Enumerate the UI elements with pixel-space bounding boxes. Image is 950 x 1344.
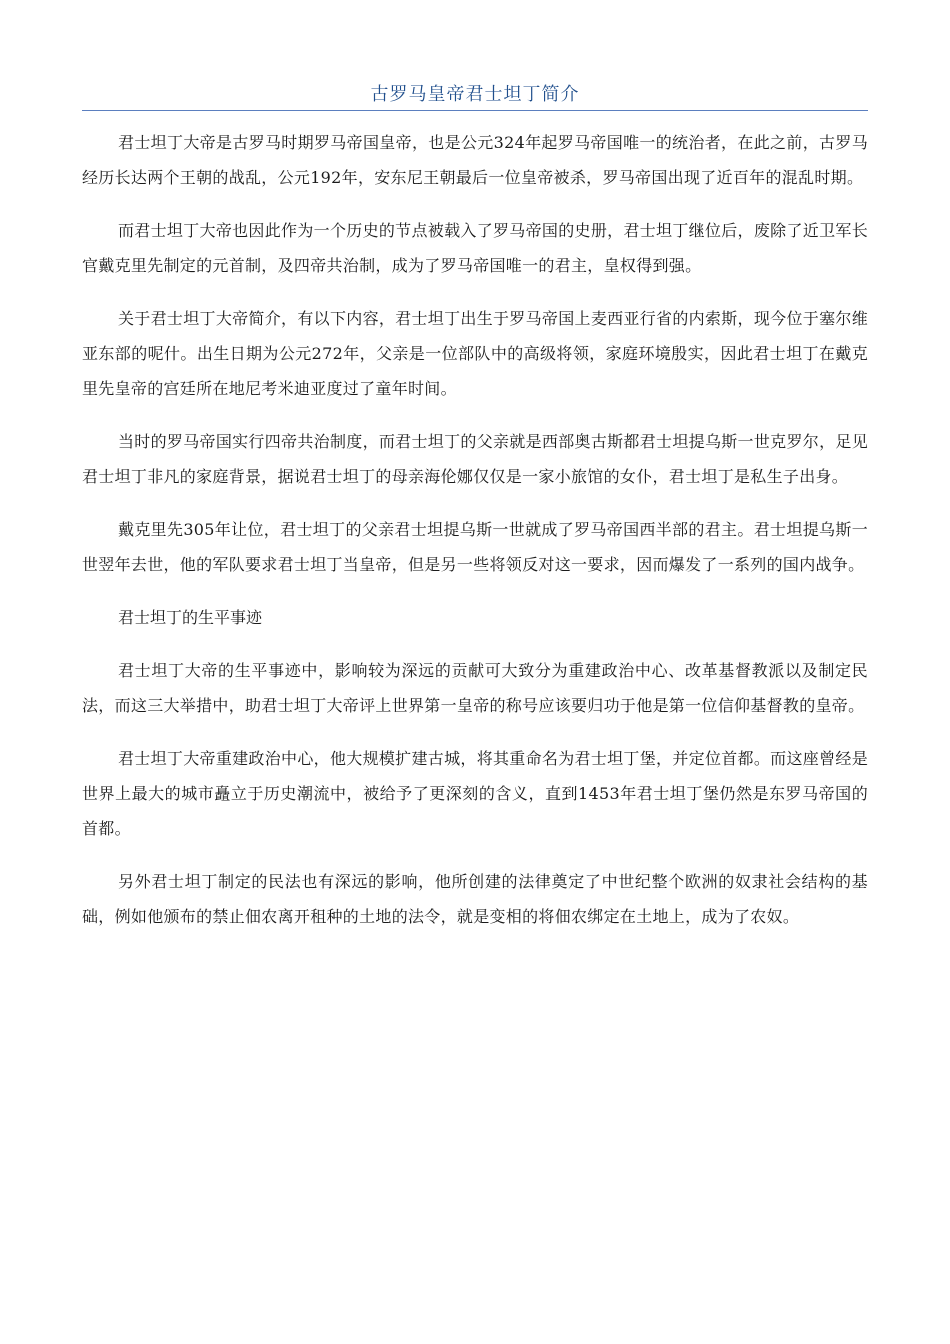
paragraph: 君士坦丁大帝的生平事迹中，影响较为深远的贡献可大致分为重建政治中心、改革基督教派以及制定民法，而这三大举措中，助君士坦丁大帝评上世界第一皇帝的称号应该要归功于他是第一位信仰基督教的皇帝。 bbox=[82, 661, 868, 715]
section-heading: 君士坦丁的生平事迹 bbox=[118, 608, 263, 627]
paragraph: 另外君士坦丁制定的民法也有深远的影响，他所创建的法律奠定了中世纪整个欧洲的奴隶社会结构的基础，例如他颁布的禁止佃农离开租种的土地的法令，就是变相的将佃农绑定在土地上，成为了农奴。 bbox=[82, 872, 868, 926]
document-body bbox=[82, 125, 868, 934]
paragraph: 当时的罗马帝国实行四帝共治制度，而君士坦丁的父亲就是西部奥古斯都君士坦提乌斯一世克罗尔，足见君士坦丁非凡的家庭背景，据说君士坦丁的母亲海伦娜仅仅是一家小旅馆的女仆，君士坦丁是私生子出身。 bbox=[82, 432, 868, 486]
paragraph: 戴克里先305年让位，君士坦丁的父亲君士坦提乌斯一世就成了罗马帝国西半部的君主。君士坦提乌斯一世翌年去世，他的军队要求君士坦丁当皇帝，但是另一些将领反对这一要求，因而爆发了一系列的国内战争。 bbox=[82, 520, 868, 574]
page-title: 古罗马皇帝君士坦丁简介 bbox=[370, 84, 580, 105]
paragraph: 而君士坦丁大帝也因此作为一个历史的节点被载入了罗马帝国的史册，君士坦丁继位后，废除了近卫军长官戴克里先制定的元首制，及四帝共治制，成为了罗马帝国唯一的君主，皇权得到强。 bbox=[82, 221, 868, 275]
document-page bbox=[82, 0, 868, 952]
paragraph: 关于君士坦丁大帝简介，有以下内容，君士坦丁出生于罗马帝国上麦西亚行省的内索斯，现今位于塞尔维亚东部的呢什。出生日期为公元272年，父亲是一位部队中的高级将领，家庭环境殷实，因此君士坦丁在戴克里先皇帝的宫廷所在地尼考米迪亚度过了童年时间。 bbox=[82, 309, 868, 398]
title-divider bbox=[82, 110, 868, 111]
paragraph: 君士坦丁大帝是古罗马时期罗马帝国皇帝，也是公元324年起罗马帝国唯一的统治者，在此之前，古罗马经历长达两个王朝的战乱，公元192年，安东尼王朝最后一位皇帝被杀，罗马帝国出现了近百年的混乱时期。 bbox=[82, 133, 868, 187]
paragraph: 君士坦丁大帝重建政治中心，他大规模扩建古城，将其重命名为君士坦丁堡，并定位首都。而这座曾经是世界上最大的城市矗立于历史潮流中，被给予了更深刻的含义，直到1453年君士坦丁堡仍然是东罗马帝国的首都。 bbox=[82, 749, 868, 838]
